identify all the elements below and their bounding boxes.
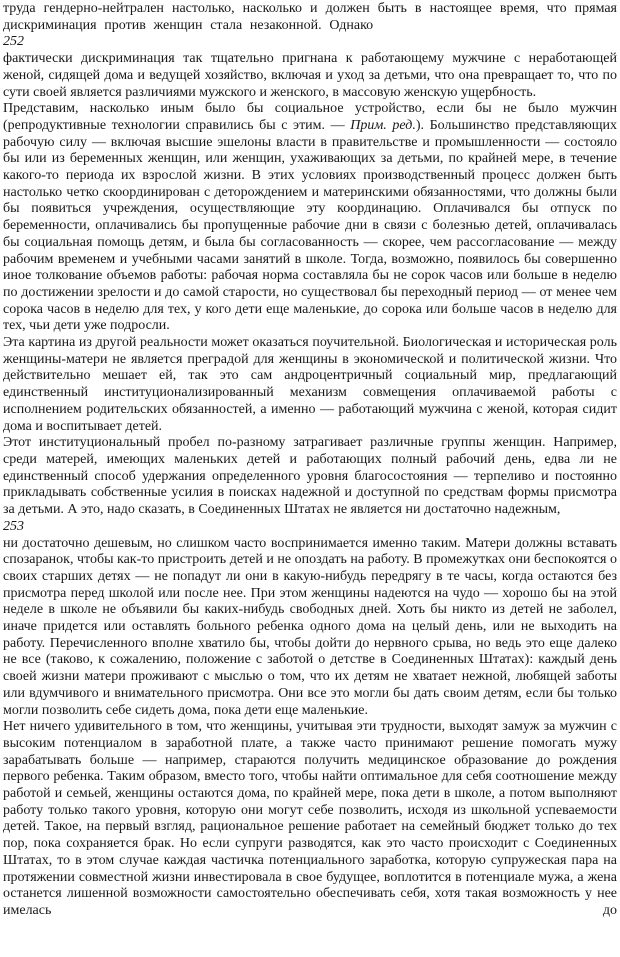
paragraph-continued-from-previous-page	[3, 1, 617, 34]
page-number-253: 253	[3, 518, 24, 534]
page-text	[3, 1, 617, 920]
editorial-note-italic: Прим. ред.	[350, 117, 416, 133]
body-text: Этот институциональный пробел по-разному затрагивает различные группы женщин. Например, среди матерей, имеющих маленьких детей и работающих полный рабочий день, едва ли не единственный способ удержания определенного уровня благосостояния — терпеливо и постоянно прикладывать собственные усилия в поисках надежной и доступной по средствам формы присмотра за детьми. А это, надо сказать, в Соединенных Штатах не является ни достаточно надежным,	[3, 435, 617, 518]
body-text: Нет ничего удивительного в том, что женщины, учитывая эти трудности, выходят замуж за мужчин с высоким потенциалом в заработной плате, а также часто принимают решение помогать мужу зарабатывать больше — например, стараются получить медицинское образование до рождения первого ребенка. Таким образом, вместо того, чтобы найти оптимальное для себя соотношение между работой и семьей, женщины остаются дома, по крайней мере, пока дети в школе, а потом выполняют работу только такого уровня, которую они могут себе позволить, исходя из школьной успеваемости детей. Такое, на первый взгляд, рациональное решение работает на семейный бюджет только до тех пор, пока сохраняется брак. Но если супруги разводятся, как это часто происходит с Соединенных Штатах, то в этом случае каждая частичка потенциального заработка, которую супружеская пара на протяжении совместной жизни инвестировала в свое будущее, воплотится в потенциале мужа, а жена останется лишенной возможности самостоятельно обеспечивать себя, хотя такая возможность у нее имелась до	[3, 719, 617, 918]
body-text: Представим, насколько иным было бы социальное устройство, если бы не было мужчин (репродуктивные технологии справились бы с этим. —	[3, 101, 617, 133]
page-number-252: 252	[3, 34, 24, 50]
paragraph-marriage-strategy	[3, 719, 617, 919]
body-text: ). Большинство представляющих рабочую силу — включая высшие эшелоны власти в правительстве и промышленности — состояло бы или из беременных женщин, или женщин, ухаживающих за детьми, по крайней мере, в течение какого-то периода их взрослой жизни. В этих условиях производственный процесс должен быть настолько четко скоординирован с деторождением и материнскими обязанностями, что должны были бы появиться учреждения, осуществляющие эту координацию. Оплачивался бы отпуск по беременности, оплачивались бы пропущенные рабочие дни в связи с болезнью детей, оплачивалась бы социальная помощь детям, и была бы согласованность — скорее, чем рассогласование — между рабочим временем и учебными часами занятий в школе. Тогда, возможно, появилось бы совершенно иное толкование объемов работы: рабочая норма составляла бы не сорок часов или больше в неделю по достижении зрелости и до самой старости, но существовал бы переходный период — от менее чем сорока часов в неделю для тех, у кого дети еще маленькие, до сорока или больше часов в неделю для тех, чьи дети уже подросли.	[3, 117, 617, 334]
paragraph-imagine-no-men	[3, 101, 617, 335]
body-text: труда гендерно-нейтрален настолько, насколько и должен быть в настоящее время, что прямая дискриминация против женщин стала незаконной. Однако	[3, 1, 617, 33]
paragraph-other-reality	[3, 335, 617, 435]
body-text: ни достаточно дешевым, но слишком часто воспринимается именно таким. Матери должны вставать спозаранок, чтобы как-то пристроить детей и не опоздать на работу. В промежутках они беспокоятся о своих старших детях — не попадут ли они в какую-нибудь передрягу в те часы, когда остаются без присмотра перед школой или после нее. При этом женщины надеются на чудо — хорошо бы на этой неделе в школе не объявили бы каких-нибудь свободных дней. Хоть бы никто из детей не заболел, иначе придется или оставлять больного ребенка одного дома на целый день, или не выходить на работу. Перечисленного вполне хватило бы, чтобы дойти до нервного срыва, но ведь это еще далеко не все (таково, к сожалению, положение с заботой о детстве в Соединенных Штатах): каждый день своей жизни матери проживают с мыслью о том, что их детям не хватает нежной, любящей заботы или вдумчивого и внимательного присмотра. Они все это могли бы дать своим детям, если бы только могли позволить себе сидеть дома, пока дети еще маленькие.	[3, 535, 617, 718]
paragraph-discrimination	[3, 51, 617, 101]
body-text: фактически дискриминация так тщательно пригнана к работающему мужчине с неработающей женой, сидящей дома и ведущей хозяйство, включая и уход за детьми, что она превращает то, что по сути своей является различиями мужского и женского, в массовую женскую ущербность.	[3, 51, 617, 100]
paragraph-institutional-gap	[3, 435, 617, 519]
body-text: Эта картина из другой реальности может оказаться поучительной. Биологическая и историческая роль женщины-матери не является преградой для женщины в экономической и политической жизни. Что действительно мешает ей, так это сам андроцентричный социальный мир, предлагающий единственный институционализированный механизм совмещения оплачиваемой работы с исполнением родительских обязанностей, а именно — работающий мужчина с женой, которая сидит дома и воспитывает детей.	[3, 335, 617, 434]
paragraph-mothers-daily-life	[3, 536, 617, 720]
